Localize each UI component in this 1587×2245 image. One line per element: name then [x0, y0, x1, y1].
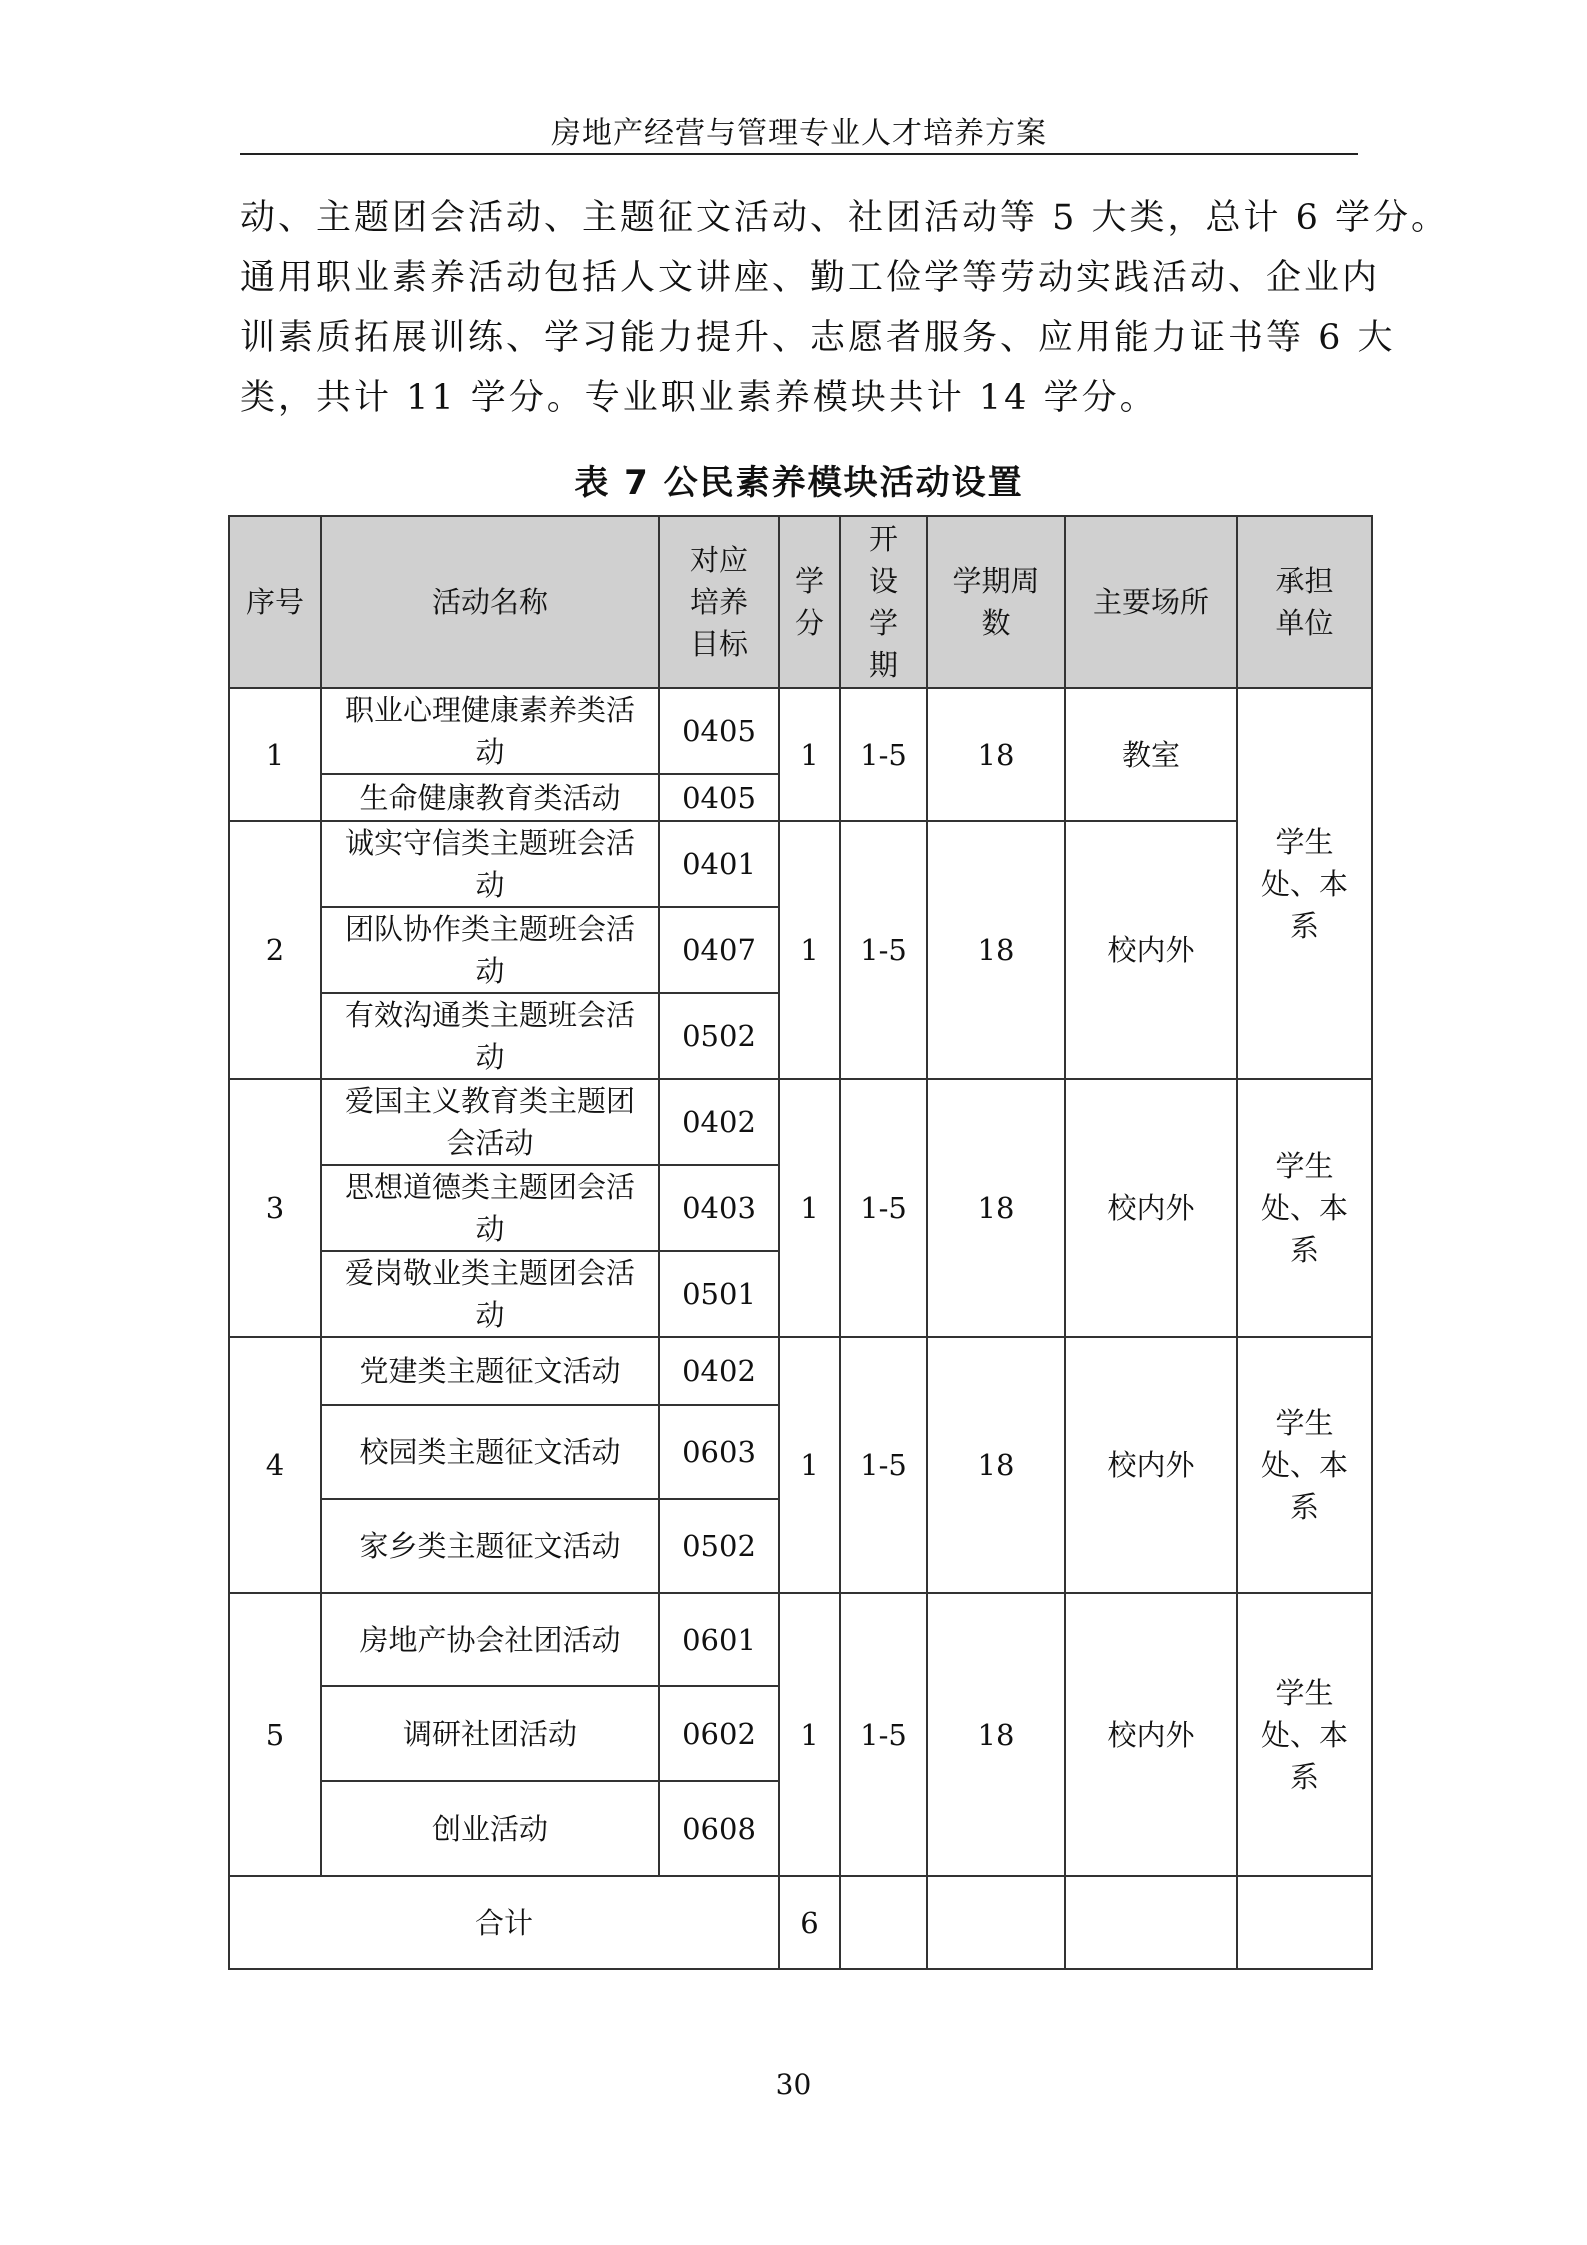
group-credit: 1	[779, 821, 840, 1079]
group-term: 1-5	[840, 1593, 927, 1876]
body-line: 训素质拓展训练、学习能力提升、志愿者服务、应用能力证书等 6 大	[240, 318, 1396, 358]
table-row	[229, 1593, 1372, 1686]
header-rule	[240, 153, 1358, 155]
activity-name: 爱国主义教育类主题团会活动	[321, 1079, 659, 1165]
header-name: 活动名称	[321, 516, 659, 688]
group-weeks: 18	[927, 1593, 1065, 1876]
activity-name: 有效沟通类主题班会活动	[321, 993, 659, 1079]
empty-cell	[1065, 1876, 1237, 1969]
activity-name: 生命健康教育类活动	[321, 774, 659, 821]
activity-code: 0401	[659, 821, 779, 907]
group-venue: 校内外	[1065, 1337, 1237, 1593]
header-credit: 学分	[779, 516, 840, 688]
body-line: 类，共计 11 学分。专业职业素养模块共计 14 学分。	[240, 378, 1158, 418]
activity-code: 0502	[659, 993, 779, 1079]
activity-name: 思想道德类主题团会活动	[321, 1165, 659, 1251]
group-seq: 1	[229, 688, 321, 821]
activity-name: 调研社团活动	[321, 1686, 659, 1781]
group-credit: 1	[779, 1337, 840, 1593]
activity-name: 创业活动	[321, 1781, 659, 1876]
activity-code: 0405	[659, 688, 779, 774]
activity-name: 党建类主题征文活动	[321, 1337, 659, 1405]
empty-cell	[927, 1876, 1065, 1969]
activity-name: 爱岗敬业类主题团会活动	[321, 1251, 659, 1337]
group-weeks: 18	[927, 821, 1065, 1079]
group-credit: 1	[779, 688, 840, 821]
body-paragraph	[240, 188, 1450, 428]
header-term: 开设学期	[840, 516, 927, 688]
activity-code: 0402	[659, 1079, 779, 1165]
group-venue: 教室	[1065, 688, 1237, 821]
group-seq: 4	[229, 1337, 321, 1593]
body-line: 动、主题团会活动、主题征文活动、社团活动等 5 大类，总计 6 学分。	[240, 198, 1450, 238]
activity-name: 家乡类主题征文活动	[321, 1499, 659, 1593]
body-line: 通用职业素养活动包括人文讲座、勤工俭学等劳动实践活动、企业内	[240, 258, 1381, 298]
activity-code: 0603	[659, 1405, 779, 1499]
group-term: 1-5	[840, 821, 927, 1079]
table-row	[229, 1079, 1372, 1165]
group-weeks: 18	[927, 1337, 1065, 1593]
activity-code: 0502	[659, 1499, 779, 1593]
table-caption: 表 7 公民素养模块活动设置	[574, 463, 1024, 503]
total-row	[229, 1876, 1372, 1969]
group-unit: 学生处、本系	[1237, 1593, 1372, 1876]
activity-name: 团队协作类主题班会活动	[321, 907, 659, 993]
table-row	[229, 821, 1372, 907]
group-venue: 校内外	[1065, 1079, 1237, 1337]
group-unit: 学生处、本系	[1237, 1079, 1372, 1337]
activities-table	[228, 515, 1373, 1970]
activity-name: 房地产协会社团活动	[321, 1593, 659, 1686]
activity-code: 0601	[659, 1593, 779, 1686]
group-venue: 校内外	[1065, 1593, 1237, 1876]
activity-code: 0403	[659, 1165, 779, 1251]
header-unit: 承担单位	[1237, 516, 1372, 688]
total-label: 合计	[229, 1876, 779, 1969]
header-seq: 序号	[229, 516, 321, 688]
group-venue: 校内外	[1065, 821, 1237, 1079]
group-unit: 学生处、本系	[1237, 688, 1372, 1079]
activity-name: 诚实守信类主题班会活动	[321, 821, 659, 907]
activity-code: 0608	[659, 1781, 779, 1876]
table-header-row	[229, 516, 1372, 688]
group-seq: 2	[229, 821, 321, 1079]
header-weeks: 学期周数	[927, 516, 1065, 688]
group-term: 1-5	[840, 688, 927, 821]
table-row	[229, 688, 1372, 774]
group-term: 1-5	[840, 1337, 927, 1593]
activity-name: 校园类主题征文活动	[321, 1405, 659, 1499]
group-seq: 5	[229, 1593, 321, 1876]
group-unit: 学生处、本系	[1237, 1337, 1372, 1593]
empty-cell	[1237, 1876, 1372, 1969]
activity-code: 0405	[659, 774, 779, 821]
activity-code: 0407	[659, 907, 779, 993]
group-term: 1-5	[840, 1079, 927, 1337]
activity-name: 职业心理健康素养类活动	[321, 688, 659, 774]
activity-code: 0501	[659, 1251, 779, 1337]
activity-code: 0402	[659, 1337, 779, 1405]
table-row	[229, 1337, 1372, 1405]
total-credit: 6	[779, 1876, 840, 1969]
header-target: 对应培养目标	[659, 516, 779, 688]
group-weeks: 18	[927, 1079, 1065, 1337]
group-weeks: 18	[927, 688, 1065, 821]
empty-cell	[840, 1876, 927, 1969]
running-header: 房地产经营与管理专业人才培养方案	[551, 116, 1047, 151]
group-credit: 1	[779, 1079, 840, 1337]
page-number: 30	[775, 2068, 812, 2101]
activity-code: 0602	[659, 1686, 779, 1781]
header-venue: 主要场所	[1065, 516, 1237, 688]
group-credit: 1	[779, 1593, 840, 1876]
group-seq: 3	[229, 1079, 321, 1337]
